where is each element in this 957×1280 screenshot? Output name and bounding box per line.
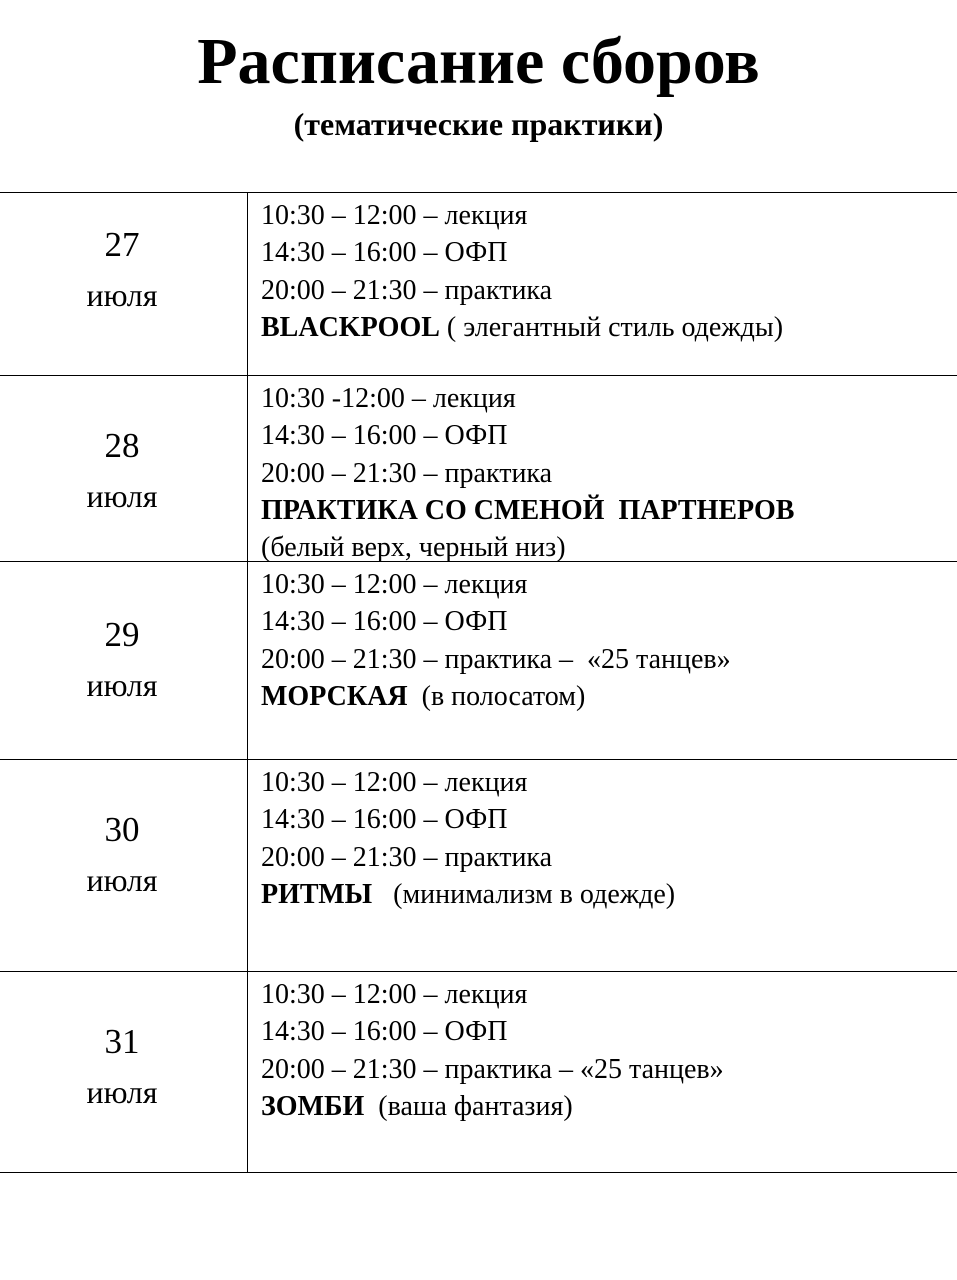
date-day: 28: [104, 426, 140, 465]
theme-name: ЗОМБИ: [261, 1090, 365, 1122]
theme-line: [261, 678, 957, 715]
date-day: 30: [104, 810, 140, 849]
session-line: 14:30 – 16:00 – ОФП: [261, 1016, 508, 1048]
theme-line: [261, 1088, 957, 1125]
theme-note: ( элегантный стиль одежды): [446, 311, 784, 343]
date-month: июля: [86, 478, 158, 514]
session-line: 10:30 – 12:00 – лекция: [261, 979, 528, 1010]
events-cell: [261, 976, 957, 1125]
date-month: июля: [86, 862, 158, 898]
events-cell: [261, 764, 957, 913]
date-day: 29: [104, 615, 140, 654]
date-cell: [0, 376, 248, 561]
theme-note: (минимализм в одежде): [393, 878, 676, 910]
schedule-row: [0, 972, 957, 1173]
theme-note: (белый верх, черный низ): [261, 532, 566, 564]
session-line: 14:30 – 16:00 – ОФП: [261, 420, 508, 452]
schedule-row: [0, 193, 957, 376]
session-line: 20:00 – 21:30 – практика: [261, 457, 553, 489]
theme-line: [261, 876, 957, 913]
session-line: 10:30 – 12:00 – лекция: [261, 200, 528, 231]
date-cell: [0, 562, 248, 759]
date-month: июля: [86, 1074, 158, 1110]
theme-name: BLACKPOOL: [261, 311, 440, 343]
session-line: 14:30 – 16:00 – ОФП: [261, 237, 508, 269]
schedule-row: [0, 760, 957, 972]
theme-note: (в полосатом): [421, 680, 586, 712]
date-day: 27: [104, 225, 140, 264]
page-subtitle: (тематические практики): [293, 106, 664, 142]
session-line: 10:30 – 12:00 – лекция: [261, 767, 528, 798]
events-cell: [261, 566, 957, 715]
schedule-row: [0, 562, 957, 760]
session-line: 10:30 -12:00 – лекция: [261, 383, 516, 414]
session-line: 14:30 – 16:00 – ОФП: [261, 804, 508, 836]
schedule-row: [0, 376, 957, 562]
date-cell: [0, 760, 248, 971]
theme-name: МОРСКАЯ: [261, 680, 408, 712]
date-cell: [0, 193, 248, 375]
events-cell: [261, 197, 957, 346]
session-line: 20:00 – 21:30 – практика – «25 танцев»: [261, 643, 731, 675]
theme-name: РИТМЫ: [261, 878, 373, 910]
date-day: 31: [104, 1022, 140, 1061]
theme-name: ПРАКТИКА СО СМЕНОЙ ПАРТНЕРОВ: [261, 494, 795, 526]
session-line: 10:30 – 12:00 – лекция: [261, 569, 528, 600]
date-month: июля: [86, 667, 158, 703]
theme-line: [261, 309, 957, 346]
session-line: 20:00 – 21:30 – практика: [261, 274, 553, 306]
schedule-table: [0, 192, 957, 1173]
page-title: Расписание сборов: [197, 25, 760, 98]
session-line: 20:00 – 21:30 – практика: [261, 841, 553, 873]
date-month: июля: [86, 277, 158, 313]
date-cell: [0, 972, 248, 1172]
theme-line: [261, 492, 957, 529]
theme-note: (ваша фантазия): [378, 1090, 573, 1122]
events-cell: [261, 380, 957, 566]
session-line: 14:30 – 16:00 – ОФП: [261, 606, 508, 638]
session-line: 20:00 – 21:30 – практика – «25 танцев»: [261, 1053, 724, 1085]
